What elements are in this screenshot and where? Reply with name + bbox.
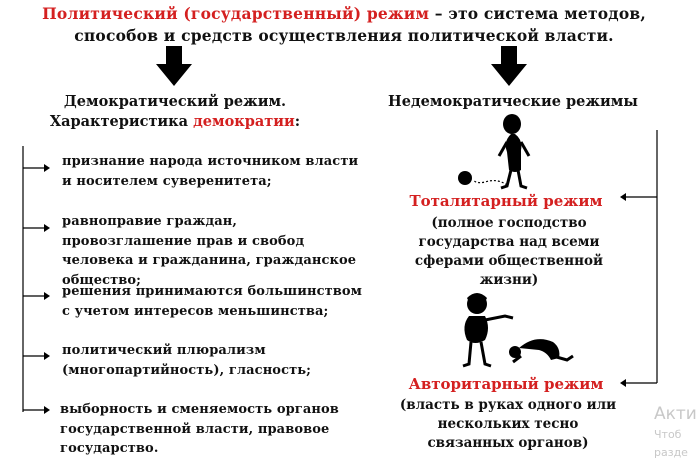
watermark-line-3: разде bbox=[654, 446, 688, 459]
democracy-subtitle: Характеристика демократии: bbox=[49, 113, 301, 130]
prisoner-figure-icon bbox=[455, 112, 545, 192]
dictator-figure-icon bbox=[455, 290, 585, 370]
totalitarian-regime-title: Тоталитарный режим bbox=[409, 192, 603, 210]
democracy-item-5: выборность и сменяемость органов государственной власти, правовое государство. bbox=[60, 402, 339, 456]
democracy-item-2: равноправие граждан, провозглашение прав и свобод человека и гражданина, гражданское общество; bbox=[62, 214, 357, 288]
definition-term: Политический (государственный) режим bbox=[42, 4, 430, 23]
authoritarian-regime-title: Авторитарный режим bbox=[408, 375, 604, 393]
democracy-item-1: признание народа источником власти и носителем суверенитета; bbox=[62, 154, 359, 189]
nondemocratic-heading: Недемократические режимы bbox=[388, 93, 638, 110]
authoritarian-regime-description: (власть в руках одного или нескольких тесно связанных органов) bbox=[399, 397, 617, 451]
democracy-title: Демократический режим. bbox=[63, 93, 287, 110]
democracy-highlight: демократии bbox=[193, 113, 295, 130]
watermark-line-1: Акти bbox=[654, 404, 697, 424]
watermark-line-2: Чтоб bbox=[654, 428, 682, 441]
democracy-item-3: решения принимаются большинством с учетом интересов меньшинства; bbox=[62, 284, 363, 319]
totalitarian-regime-description: (полное господство государства над всеми сферами общественной жизни) bbox=[414, 215, 604, 288]
democracy-item-4: политический плюрализм (многопартийность), гласность; bbox=[62, 343, 312, 378]
definition-text: – это система методов, способов и средств осуществления политической власти. bbox=[74, 4, 646, 45]
